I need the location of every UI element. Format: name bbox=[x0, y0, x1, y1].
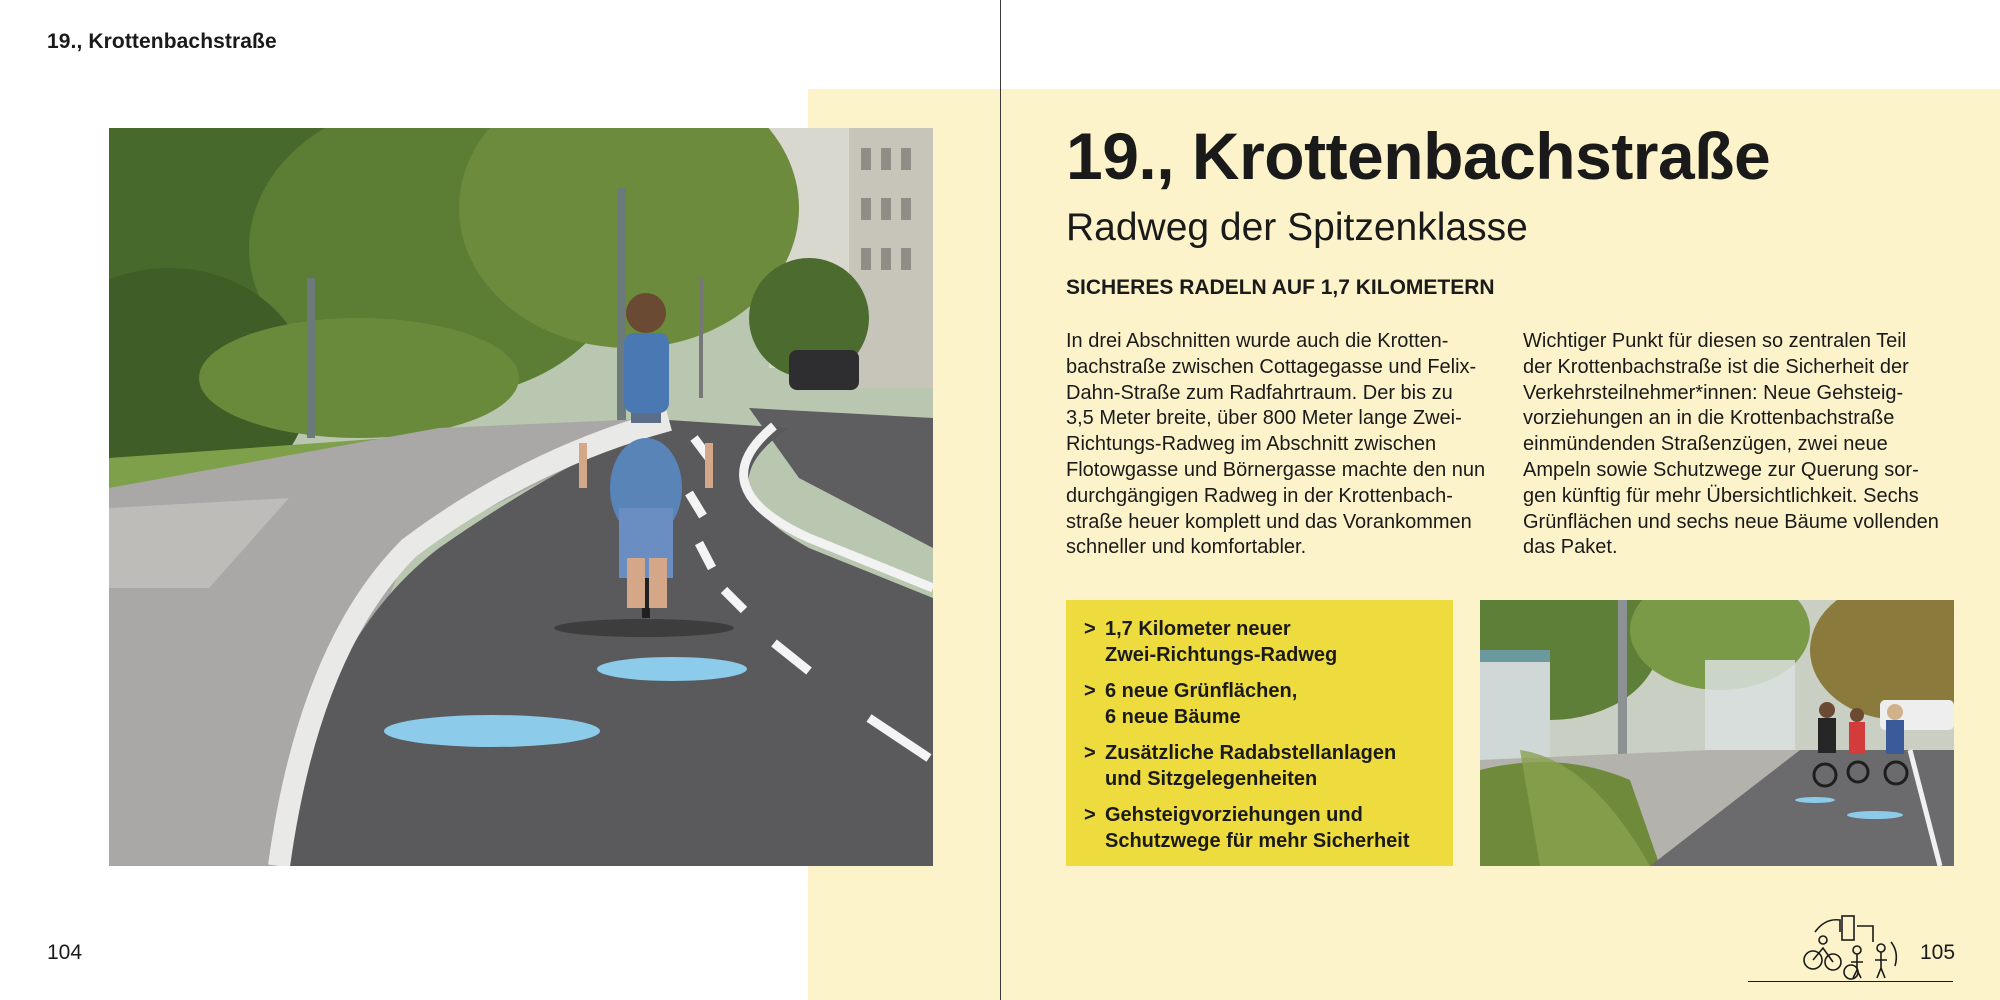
cyclist-photo bbox=[109, 128, 933, 866]
page-spine-divider bbox=[1000, 0, 1001, 1000]
page-number-left: 104 bbox=[47, 941, 83, 964]
bullet-marker: > bbox=[1084, 742, 1096, 764]
highlights-box bbox=[1066, 600, 1453, 866]
highlight-text: 6 neue Grünflächen, 6 neue Bäume bbox=[1105, 680, 1298, 728]
highlight-item bbox=[1084, 678, 1435, 730]
footer-rule bbox=[1748, 981, 1953, 982]
page-number-right: 105 bbox=[1920, 941, 1956, 964]
bullet-marker: > bbox=[1084, 680, 1096, 702]
highlight-text: Zusätzliche Radabstellanlagen und Sitzgelegenheiten bbox=[1105, 742, 1397, 790]
highlight-item bbox=[1084, 740, 1435, 792]
city-people-illustration-icon bbox=[1795, 912, 1905, 982]
section-heading: SICHERES RADELN AUF 1,7 KILOMETERN bbox=[1066, 276, 1495, 299]
highlight-item bbox=[1084, 802, 1435, 854]
page-title: 19., Krottenbachstraße bbox=[1066, 119, 1771, 193]
highlight-item bbox=[1084, 616, 1435, 668]
page-subtitle: Radweg der Spitzenklasse bbox=[1066, 206, 1528, 249]
body-text-column-left: In drei Abschnitten wurde auch die Krotten- bachstraße zwischen Cottagegasse und Felix- Dahn-Straße zum Radfahrtraum. Der bis zu 3,5 Meter breite, über 800 Meter lange Zwei- Richtungs-Radweg im Abschnitt zwischen Flotowgasse und Börnergasse machte den nun durchgängigen Radweg in der Krottenbach- straße heuer komplett und das Vorankommen schneller und komfortabler. bbox=[1066, 330, 1486, 559]
bullet-marker: > bbox=[1084, 618, 1096, 640]
highlight-text: Gehsteigvorziehungen und Schutzwege für mehr Sicherheit bbox=[1105, 804, 1410, 852]
body-text-column-right: Wichtiger Punkt für diesen so zentralen Teil der Krottenbachstraße ist die Sicherheit der Verkehrsteilnehmer*innen: Neue Gehsteig- vorziehungen an in die Krottenbachstraße einmündenden Straßenzügen, zwei neue Ampeln sowie Schutzwege zur Querung sor- gen künftig für mehr Übersichtlichkeit. Sechs Grünflächen und sechs neue Bäume vollenden das Paket. bbox=[1523, 330, 1939, 559]
running-head: 19., Krottenbachstraße bbox=[47, 30, 277, 53]
bullet-marker: > bbox=[1084, 804, 1096, 826]
cyclists-photo bbox=[1480, 600, 1954, 866]
highlight-text: 1,7 Kilometer neuer Zwei-Richtungs-Radweg bbox=[1105, 618, 1338, 666]
